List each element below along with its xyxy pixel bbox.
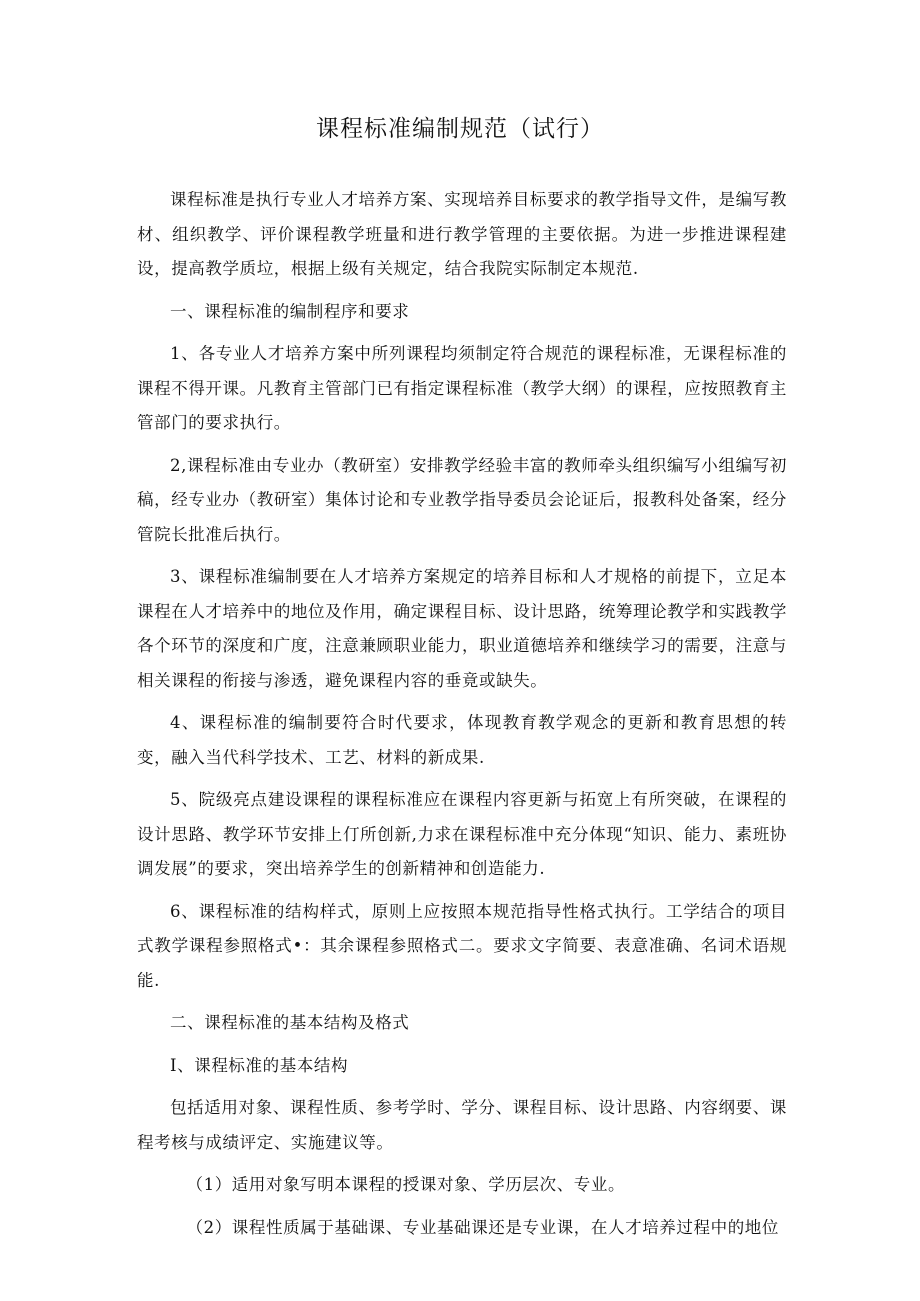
section-heading-1: 一、课程标准的编制程序和要求	[170, 301, 410, 321]
document-title: 课程标准编制规范（试行）	[316, 116, 604, 142]
requirement-item-4: 4、课程标准的编制要符合时代要求，体现教育教学观念的更新和教育思想的转变，融入当代科学技术、工艺、材料的新成果.	[137, 713, 787, 767]
structure-item-2: （2）课程性质属于基础课、专业基础课还是专业课，在人才培养过程中的地位	[186, 1217, 779, 1237]
structure-summary: 包括适用对象、课程性质、参考学时、学分、课程目标、设计思路、内容纲要、课程考核与成绩评定、实施建议等。	[137, 1098, 787, 1152]
requirement-item-6: 6、课程标准的结构样式，原则上应按照本规范指导性格式执行。工学结合的项目式教学课程参照格式•：其余课程参照格式二。要求文字简要、表意准确、名词术语规能.	[137, 901, 787, 990]
requirement-item-3: 3、课程标准编制要在人才培养方案规定的培养目标和人才规格的前提下，立足本课程在人才培养中的地位及作用，确定课程目标、设计思路，统筹理论教学和实践教学各个环节的深度和广度，注意兼顾职业能力，职业道德培养和继续学习的需要，注意与相关课程的衔接与渗透，避免课程内容的垂竟或缺失。	[137, 567, 787, 690]
intro-paragraph: 课程标准是执行专业人才培养方案、实现培养目标要求的教学指导文件，是编写教材、组织教学、评价课程教学班量和进行教学管理的主要依据。为进一步推进课程建设，提高教学质垃，根据上级有关规定，结合我院实际制定本规范.	[137, 190, 787, 278]
subsection-heading-1: I、课程标准的基本结构	[170, 1055, 349, 1075]
requirement-item-1: 1、各专业人才培养方案中所列课程均须制定符合规范的课程标准，无课程标准的课程不得开课。凡教育主管部门已有指定课程标准（教学大纲）的课程，应按照教育主管部门的要求执行。	[137, 344, 787, 432]
document-body	[137, 183, 787, 1253]
requirement-item-5: 5、院级亮点建设课程的课程标准应在课程内容更新与拓宽上有所突破，在课程的设计思路、教学环节安排上仃所创新,力求在课程标准中充分体现“知识、能力、素班协调发展”的要求，突出培养学生的创新精神和创造能力.	[137, 790, 787, 878]
structure-item-1: （1）适用对象写明本课程的授课对象、学历层次、专业。	[186, 1175, 626, 1194]
requirement-item-2: 2,课程标准由专业办（教研室）安排教学经验丰富的教师牵头组织编写小组编写初稿，经专业办（教研室）集体讨论和专业教学指导委员会论证后，报教科处备案，经分管院长批准后执行。	[137, 455, 787, 544]
section-heading-2: 二、课程标准的基本结构及格式	[170, 1013, 410, 1032]
